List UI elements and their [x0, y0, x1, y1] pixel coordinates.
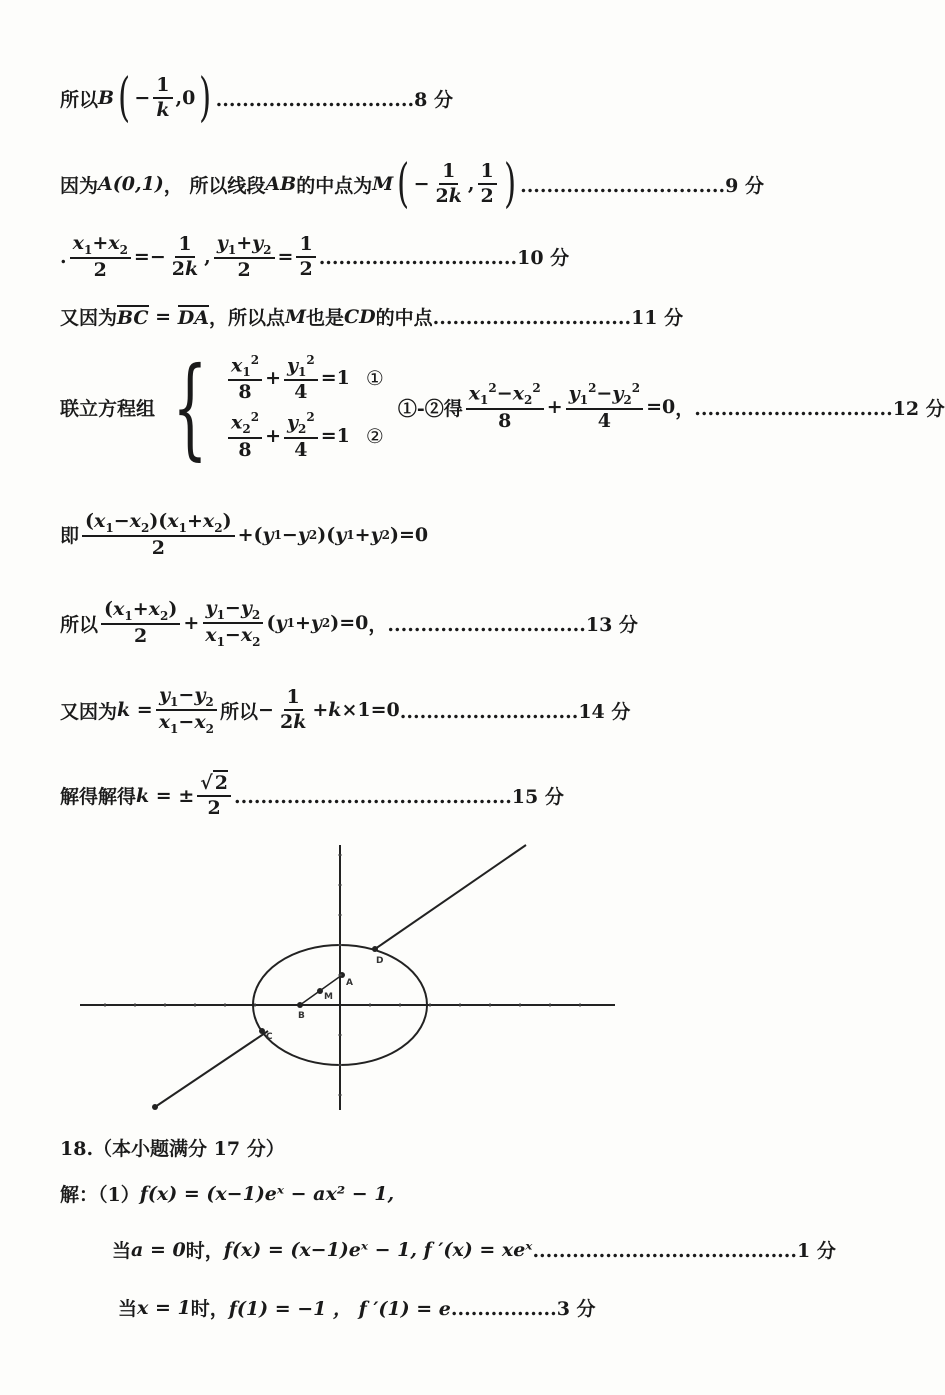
score: ..............................10 分 — [318, 247, 570, 270]
line-identity: 即 $\frac{(x_1-x_2)(x_1+x_2)}{2}$ +( y 1 − y 2 )( y 1 + y 2 )=0 — [60, 510, 429, 560]
line-9: 因为 A(0,1) ， 所以线段 AB 的中点为 M ( − $\frac{1}{2k}$ , $\frac{1}{2}$ ) ...............................9 分 — [60, 154, 764, 214]
math: CD — [344, 305, 376, 328]
text: 的中点 — [375, 307, 433, 329]
score: ................3 分 — [450, 1298, 596, 1320]
line-cd-upper — [375, 845, 526, 949]
math: BC — [117, 306, 149, 329]
score: ........................................1 分 — [532, 1240, 836, 1262]
math: AB — [265, 173, 297, 195]
score: ，..............................13 分 — [368, 613, 638, 636]
text: 时， — [190, 1298, 229, 1320]
score: ..............................8 分 — [215, 88, 453, 111]
text: 时， — [185, 1240, 224, 1262]
score: ..........................................15 分 — [233, 786, 564, 809]
line-13: 所以 $\frac{(x_1+x_2)}{2}$ + $\frac{y_1-y_2}{x_1-x_2}$ ( y 1 + y 2 )=0 ，..............................13 分 — [60, 597, 638, 649]
math: M — [372, 173, 394, 195]
score: ...........................14 分 — [399, 700, 631, 723]
line-15: 解得解得 k = ± $\frac{√ 2}{2}$ ..........................................15 分 — [60, 772, 564, 819]
score: ..............................11 分 — [432, 307, 684, 329]
label-d: D — [376, 956, 384, 966]
math: f(1) = −1 ， f ′(1) = e — [228, 1298, 451, 1320]
line-8: 所以 B ( − $\frac{1}{k}$ ,0 ) ..............................8 分 — [60, 68, 453, 128]
label-m: M — [324, 992, 333, 1002]
math: DA — [177, 306, 209, 329]
text: 所以 — [60, 613, 99, 636]
q18-title — [60, 1134, 285, 1161]
score: ...............................9 分 — [520, 174, 764, 197]
line-11: 又因为 BC = DA ，所以点 M 也是 CD 的中点 ..............................11 分 — [60, 303, 683, 330]
text: ， 所以线段 — [163, 174, 266, 197]
line-12: 联立方程组 { $\frac{x_1^2}{8}$ + $\frac{y_1^2}{4}$ =1 ① $\frac{x_2^2}{8}$ + $\frac{y_2^2}{4}$ =1 ② ①-②得 $\frac{x_1^2-x_2^2}{8}$ + $\frac{y_1^2-y_2^2}{4}$ =0 ，..............................12 分 — [60, 343, 945, 471]
label-a: A — [346, 978, 353, 988]
text: 因为 — [60, 174, 99, 197]
eq-mark: ① — [365, 366, 384, 391]
label-b: B — [298, 1011, 305, 1021]
text: 也是 — [306, 307, 345, 329]
text: ，所以点 — [208, 307, 285, 329]
text: 解：（1） — [60, 1184, 140, 1206]
text: 又因为 — [60, 307, 118, 329]
ellipse-figure — [70, 835, 630, 1125]
text: ①-②得 — [397, 397, 463, 420]
text: 联立方程组 — [60, 397, 156, 420]
math: k = — [117, 699, 153, 722]
math: B — [98, 87, 115, 109]
text: 所以 — [60, 88, 99, 111]
text: 解得解得 — [60, 786, 137, 809]
label-c: C — [266, 1032, 273, 1042]
math: f(x) = (x−1)eˣ − 1, f ′(x) = xeˣ — [223, 1238, 533, 1261]
math: a = 0 — [131, 1238, 186, 1261]
math: x = 1 — [137, 1296, 191, 1319]
text: 当 — [112, 1240, 132, 1262]
text: 的中点为 — [296, 174, 373, 197]
line-10: . $\frac{x_1+x_2}{2}$ =− $\frac{1}{2k}$ , $\frac{y_1+y_2}{2}$ = $\frac{1}{2}$ ..............................10 分 — [60, 232, 570, 282]
text: 当 — [118, 1298, 138, 1320]
line-cd-lower — [155, 1031, 268, 1107]
text: 即 — [60, 525, 80, 548]
q18-line-1 — [112, 1236, 836, 1263]
text: 18.（本小题满分 17 分） — [60, 1138, 285, 1160]
math: M — [284, 305, 306, 328]
line-14: 又因为 k = $\frac{y_1-y_2}{x_1-x_2}$ 所以 − $\frac{1}{2k}$ + k ×1=0 ...........................14 分 — [60, 684, 631, 736]
q18-part1 — [60, 1180, 394, 1207]
math: k = ± — [136, 784, 195, 807]
math: f(x) = (x−1)eˣ − ax² − 1, — [139, 1182, 395, 1205]
q18-line-3 — [118, 1294, 596, 1321]
score: ，..............................12 分 — [675, 397, 945, 420]
eq-mark: ② — [365, 423, 384, 448]
math: A(0,1) — [98, 173, 164, 195]
text: 所以 — [220, 700, 259, 723]
text: 又因为 — [60, 700, 118, 723]
